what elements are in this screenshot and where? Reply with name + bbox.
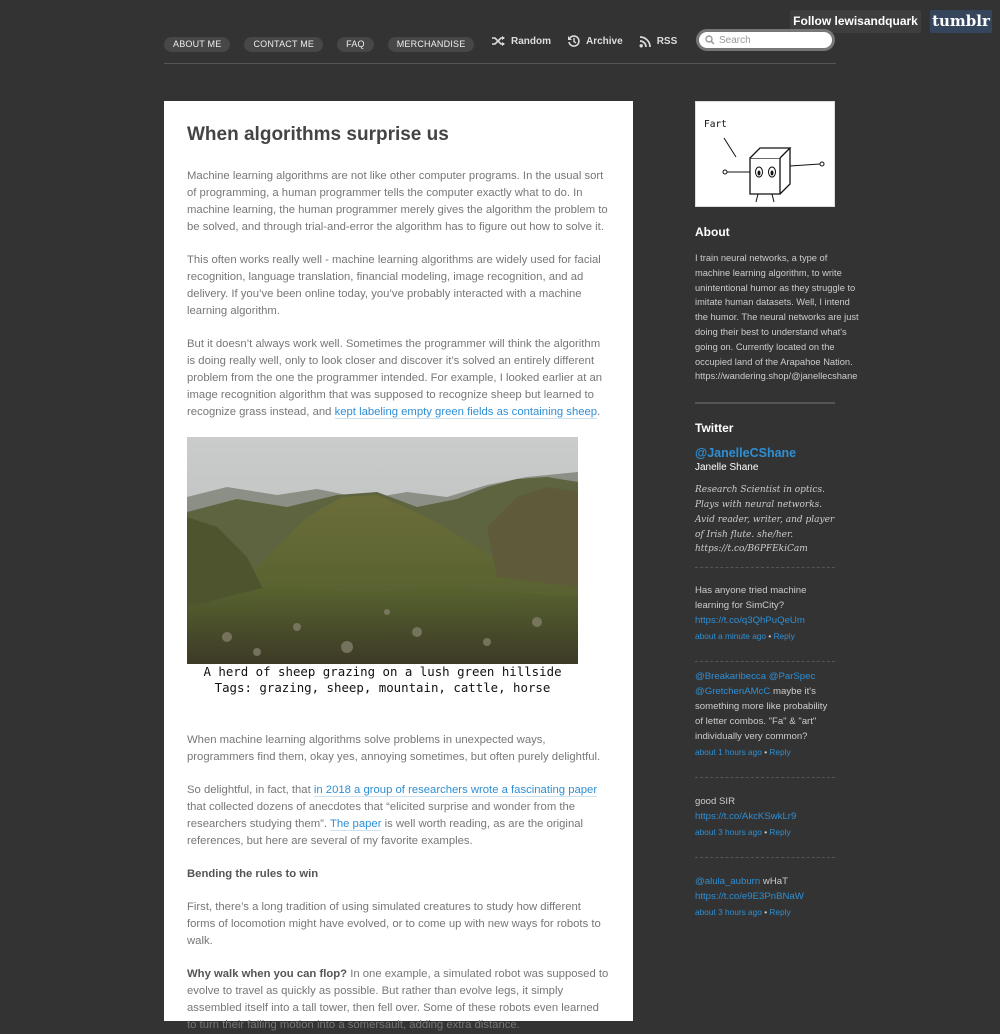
caption-line: A herd of sheep grazing on a lush green hillside: [203, 664, 562, 679]
post-paragraph: This often works really well - machine learning algorithms are widely used for facial recognition, language translation, financial modeling, image recognition, and ad delivery. If you’ve been online today, you’ve probably interacted with a machine learning algorithm.: [187, 254, 601, 317]
tweet: Has anyone tried machine learning for SimCity? https://t.co/q3QhPuQeUm about a minute ago • Reply: [695, 585, 807, 642]
post-paragraph: [187, 782, 609, 850]
tweet: @Breakaribecca @ParSpec @GretchenAMcC maybe it's something more like probability of letter combos. "Fa" & "art" individually very common? about 1 hours ago • Reply: [695, 671, 828, 758]
follow-button[interactable]: Follow lewisandquark: [790, 10, 921, 33]
tweet-reply[interactable]: Reply: [773, 631, 795, 642]
tweet-divider: [695, 661, 835, 662]
paragraph-text: In one example, a simulated robot was supposed to evolve to travel as quickly as possible. But rather than evolve legs, it simply assembled itself into a tall tower, then fell over. Some of these robots even learned to turn their falling motion into a somersault, adding extra distance.: [187, 968, 609, 1031]
tweet-divider: [695, 567, 835, 568]
tweet-link[interactable]: https://t.co/AkcKSwkLr9: [695, 811, 797, 823]
paragraph-text: So delightful, in fact, that: [187, 784, 314, 796]
avatar[interactable]: [695, 101, 835, 207]
about-heading: About: [695, 225, 730, 239]
tweet-reply[interactable]: Reply: [769, 747, 791, 758]
paragraph-end: .: [597, 406, 601, 418]
archive-link[interactable]: [567, 34, 623, 48]
avatar-speech-label: Fart: [704, 119, 727, 130]
tweet-text: good SIR: [695, 796, 736, 808]
shuffle-icon: [491, 35, 506, 47]
bold-lead: Why walk when you can flop?: [187, 968, 348, 980]
post-paragraph: [187, 966, 609, 1034]
search-box[interactable]: [696, 29, 835, 51]
sheep-hillside-photo: [187, 437, 578, 664]
random-link[interactable]: [491, 35, 551, 47]
the-paper-link[interactable]: The paper: [329, 818, 382, 830]
rss-link[interactable]: [639, 35, 678, 48]
nav-merchandise[interactable]: MERCHANDISE: [388, 37, 475, 52]
twitter-name: Janelle Shane: [695, 462, 759, 474]
tweet-text: Has anyone tried machine learning for SimCity?: [695, 585, 807, 612]
tweet-time[interactable]: about 3 hours ago: [695, 827, 762, 838]
rss-label: RSS: [656, 35, 678, 47]
post-title[interactable]: When algorithms surprise us: [187, 124, 449, 145]
tweet: good SIR https://t.co/AkcKSwkLr9 about 3 hours ago • Reply: [695, 796, 797, 838]
paragraph-text: is well worth reading, as are the original references, but here are several of my favorite examples.: [187, 818, 584, 847]
history-icon: [567, 34, 581, 48]
nav-contact-me[interactable]: CONTACT ME: [244, 37, 323, 52]
search-icon: [705, 35, 715, 45]
paragraph-text: But it doesn’t always work well. Sometimes the programmer will think the algorithm is doing really well, only to look closer and discover it’s solved an entirely different problem from the one the programmer intended. For example, I looked earlier at an image recognition algorithm that was supposed to recognize sheep but learned to recognize grass instead, and: [187, 338, 603, 418]
post-paragraph: [187, 336, 609, 421]
tweet-link[interactable]: https://t.co/q3QhPuQeUm: [695, 615, 805, 627]
post-paragraph: When machine learning algorithms solve problems in unexpected ways, programmers find them, okay yes, annoying sometimes, but often purely delightful.: [187, 734, 601, 763]
post-paragraph: First, there’s a long tradition of using simulated creatures to study how different forms of locomotion might have evolved, or to come up with new ways for robots to walk.: [187, 901, 601, 947]
nav-faq[interactable]: FAQ: [337, 37, 374, 52]
tweet-time[interactable]: about a minute ago: [695, 631, 767, 642]
tweet: @alula_auburn wHaT https://t.co/e9E3PnBNaW about 3 hours ago • Reply: [695, 876, 804, 918]
post: [164, 101, 633, 1031]
header-divider: [164, 63, 836, 64]
twitter-handle-link[interactable]: @JanelleCShane: [695, 446, 797, 461]
tweet-reply[interactable]: Reply: [769, 827, 791, 838]
twitter-heading: Twitter: [695, 421, 734, 436]
tweet-link[interactable]: https://t.co/e9E3PnBNaW: [695, 891, 804, 903]
sidebar: [695, 101, 860, 920]
section-heading: Bending the rules to win: [187, 868, 319, 880]
research-paper-link[interactable]: in 2018 a group of researchers wrote a fascinating paper: [313, 784, 598, 796]
tweet-time[interactable]: about 3 hours ago: [695, 907, 762, 918]
tweet-mentions[interactable]: @Breakaribecca @ParSpec @GretchenAMcC: [695, 671, 816, 698]
sidebar-divider: [695, 402, 835, 404]
tool-links: [491, 34, 693, 48]
tweet-mentions[interactable]: @alula_auburn: [695, 876, 761, 888]
tweet-text: maybe it's something more like probability of letter combos. "Fa" & "art" individually very common?: [695, 686, 828, 743]
main-nav: [164, 37, 488, 52]
random-label: Random: [511, 35, 551, 47]
post-paragraph: Machine learning algorithms are not like other computer programs. In the usual sort of programming, a human programmer tells the computer exactly what to do. In machine learning, the human programmer merely gives the algorithm the problem to be solved, and through trial-and-error the algorithm has to figure out how to solve it.: [187, 170, 608, 233]
paragraph-text: that collected dozens of anecdotes that “elicited surprise and wonder from the researchers studying them”.: [187, 801, 576, 830]
about-text: I train neural networks, a type of machine learning algorithm, to write unintentional humor as they struggle to imitate human datasets. Well, I intend the humor. The neural networks are just doing their best to understand what's going on. Currently located on the occupied land of the Arapahoe Nation. https://wandering.shop/@janellecshane: [695, 253, 859, 382]
tweet-divider: [695, 777, 835, 778]
tumblr-logo[interactable]: tumblr: [930, 10, 992, 33]
tweet-text: wHaT: [760, 876, 788, 888]
rss-icon: [639, 35, 652, 48]
search-input[interactable]: [719, 35, 829, 46]
archive-label: Archive: [586, 35, 623, 47]
sheep-fields-link[interactable]: kept labeling empty green fields as containing sheep: [334, 406, 598, 418]
tweet-divider: [695, 857, 835, 858]
caption-tags: Tags: grazing, sheep, mountain, cattle, horse: [214, 680, 551, 695]
image-caption: [187, 664, 578, 696]
tweet-reply[interactable]: Reply: [769, 907, 791, 918]
nav-about-me[interactable]: ABOUT ME: [164, 37, 230, 52]
tweet-time[interactable]: about 1 hours ago: [695, 747, 762, 758]
twitter-bio: Research Scientist in optics. Plays with neural networks. Avid reader, writer, and player of Irish flute. she/her. https://t.co/B6PFEkiCam: [695, 485, 835, 555]
